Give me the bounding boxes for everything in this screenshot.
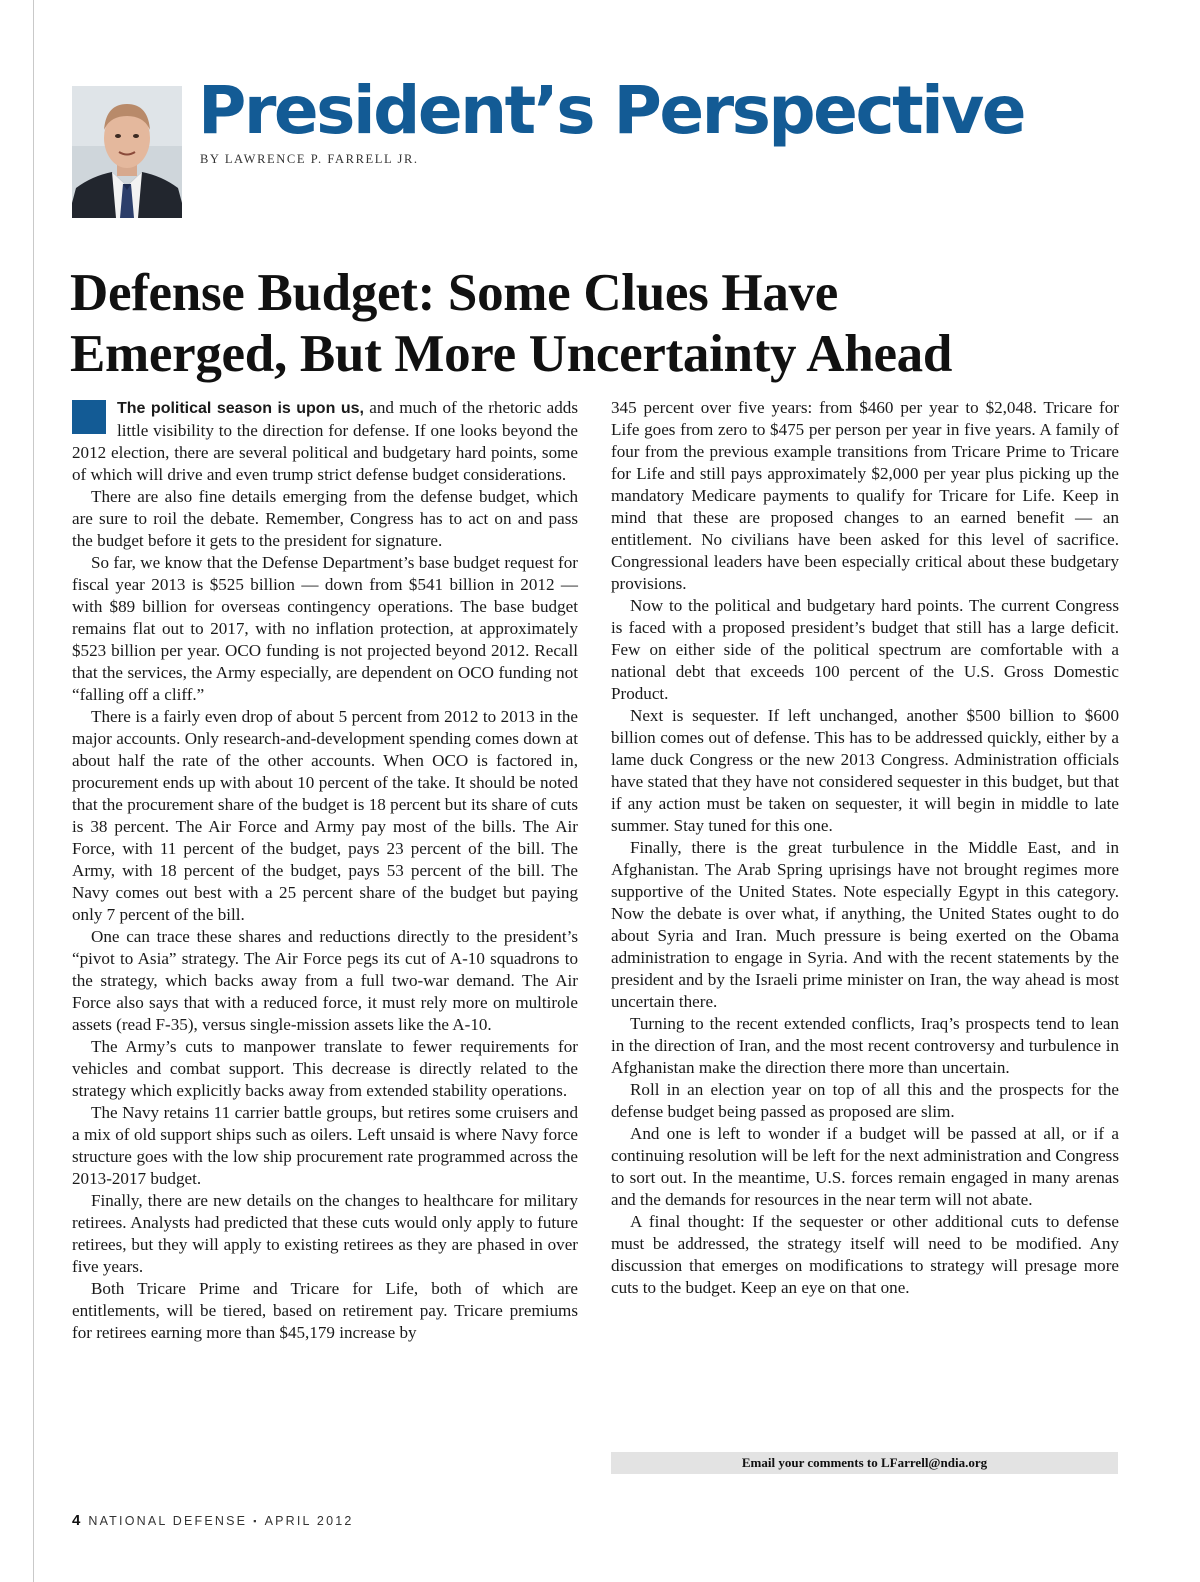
article-paragraph: So far, we know that the Defense Department’s base budget request for fiscal year 2013 is $525 billion — down from $541 billion in 2012 — with $89 billion for overseas contingency operations. The base budget remains flat out to 2017, with no inflation protection, at approximately $523 billion per year. OCO funding is not projected beyond 2012. Recall that the services, the Army especially, are dependent on OCO funding not “falling off a cliff.”: [72, 553, 578, 704]
article-paragraph: 345 percent over five years: from $460 per year to $2,048. Tricare for Life goes from zero to $475 per person per year in five years. A family of four from the previous example transitions from Tricare Prime to Tricare for Life and still pays approximately $2,000 per year plus picking up the mandatory Medicare payments to qualify for Tricare for Life. Keep in mind that these are proposed changes to an earned benefit — an entitlement. No civilians have been asked for this level of sacrifice. Congressional leaders have been especially critical about these budgetary provisions.: [611, 398, 1119, 593]
headline-line-1: Defense Budget: Some Clues Have: [70, 264, 838, 322]
article-paragraph: Roll in an election year on top of all this and the prospects for the defense budget being passed as proposed are slim.: [611, 1080, 1119, 1121]
article-paragraph: Finally, there are new details on the changes to healthcare for military retirees. Analysts had predicted that these cuts would only apply to future retirees, but they will apply to existing retirees as they are phased in over five years.: [72, 1191, 578, 1276]
article-paragraph: Turning to the recent extended conflicts, Iraq’s prospects tend to lean in the direction of Iran, and the most recent controversy and turbulence in Afghanistan make the direction there more than uncertain.: [611, 1014, 1119, 1077]
publication-name: NATIONAL DEFENSE: [88, 1514, 248, 1528]
article-paragraph: And one is left to wonder if a budget will be passed at all, or if a continuing resolution will be left for the next administration and Congress to sort out. In the meantime, U.S. forces remain engaged in many arenas and the demands for resources in the near term will not abate.: [611, 1124, 1119, 1209]
blue-square-icon: [72, 400, 106, 434]
article-paragraph: Both Tricare Prime and Tricare for Life, both of which are entitlements, will be tiered, based on retirement pay. Tricare premiums for retirees earning more than $45,179 increase by: [72, 1279, 578, 1342]
article-paragraph: Now to the political and budgetary hard points. The current Congress is faced with a proposed president’s budget that still has a large deficit. Few on either side of the political spectrum are comfortable with a national debt that exceeds 100 percent of the U.S. Gross Domestic Product.: [611, 596, 1119, 703]
email-address-link[interactable]: LFarrell@ndia.org: [881, 1455, 988, 1470]
author-portrait: [72, 86, 182, 218]
article-paragraph: Next is sequester. If left unchanged, another $500 billion to $600 billion comes out of defense. This has to be addressed quickly, either by a lame duck Congress or the new 2013 Congress. Administration officials have stated that they have not considered sequester in this budget, but that if any action must be taken on sequester, it will begin in middle to late summer. Stay tuned for this one.: [611, 706, 1119, 835]
author-byline: BY LAWRENCE P. FARRELL JR.: [200, 152, 419, 166]
page-number: 4: [72, 1512, 81, 1529]
article-paragraph: [72, 397, 578, 486]
article-headline: [70, 263, 1130, 385]
article-paragraph: The Army’s cuts to manpower translate to fewer requirements for vehicles and combat support. This decrease is directly related to the strategy which explicitly backs away from extended stability operations.: [72, 1037, 578, 1100]
article-column-right: [611, 397, 1119, 1299]
article-paragraph: A final thought: If the sequester or other additional cuts to defense must be addressed, the strategy itself will need to be modified. Any discussion that emerges on modifications to strategy will presage more cuts to the budget. Keep an eye on that one.: [611, 1212, 1119, 1297]
page-footer: [72, 1512, 354, 1529]
article-lead-in: The political season is upon us,: [117, 400, 364, 417]
article-paragraph: There is a fairly even drop of about 5 percent from 2012 to 2013 in the major accounts. Only research-and-development spending comes down at about half the rate of the other accounts. When OCO is factored in, procurement ends up with about 10 percent of the take. It should be noted that the procurement share of the budget is 18 percent but its share of cuts is 38 percent. The Air Force and Army pay most of the bills. The Air Force, with 11 percent of the budget, pays 23 percent of the bill. The Army, with 18 percent of the budget, pays 53 percent of the bill. The Navy comes out best with a 25 percent share of the budget but paying only 7 percent of the bill.: [72, 707, 578, 924]
footer-separator: ▪: [253, 1516, 259, 1526]
article-paragraph: Finally, there is the great turbulence in the Middle East, and in Afghanistan. The Arab Spring uprisings have not brought regimes more supportive of the United States. Note especially Egypt in this category. Now the debate is over what, if anything, the United States ought to do about Syria and Iran. Much pressure is being exerted on the Obama administration to engage in Syria. And with the recent statements by the president and by the Israeli prime minister on Iran, the way ahead is most uncertain there.: [611, 838, 1119, 1011]
page-edge-rule: [33, 0, 34, 1582]
article-paragraph: One can trace these shares and reductions directly to the president’s “pivot to Asia” strategy. The Air Force pegs its cut of A-10 squadrons to the strategy, which backs away from a full two-war demand. The Air Force also says that with a reduced force, it must rely more on multirole assets (read F-35), versus single-mission assets like the A-10.: [72, 927, 578, 1034]
article-paragraph-text: and much of the rhetoric adds little visibility to the direction for defense. If one looks beyond the 2012 election, there are several political and budgetary hard points, some of which will drive and even trump strict defense budget considerations.: [72, 398, 579, 484]
department-title: President’s Perspective: [198, 72, 1025, 149]
headline-line-2: Emerged, But More Uncertainty Ahead: [70, 325, 953, 383]
article-column-left: [72, 397, 578, 1344]
article-paragraph: There are also fine details emerging from the defense budget, which are sure to roil the debate. Remember, Congress has to act on and pass the budget before it gets to the president for signature.: [72, 487, 578, 550]
article-paragraph: The Navy retains 11 carrier battle groups, but retires some cruisers and a mix of old support ships such as oilers. Left unsaid is where Navy force structure goes with the low ship procurement rate programmed across the 2013-2017 budget.: [72, 1103, 578, 1188]
issue-date: APRIL 2012: [264, 1514, 354, 1528]
email-prompt: Email your comments to: [741, 1455, 882, 1470]
email-comments-bar: [611, 1452, 1118, 1474]
